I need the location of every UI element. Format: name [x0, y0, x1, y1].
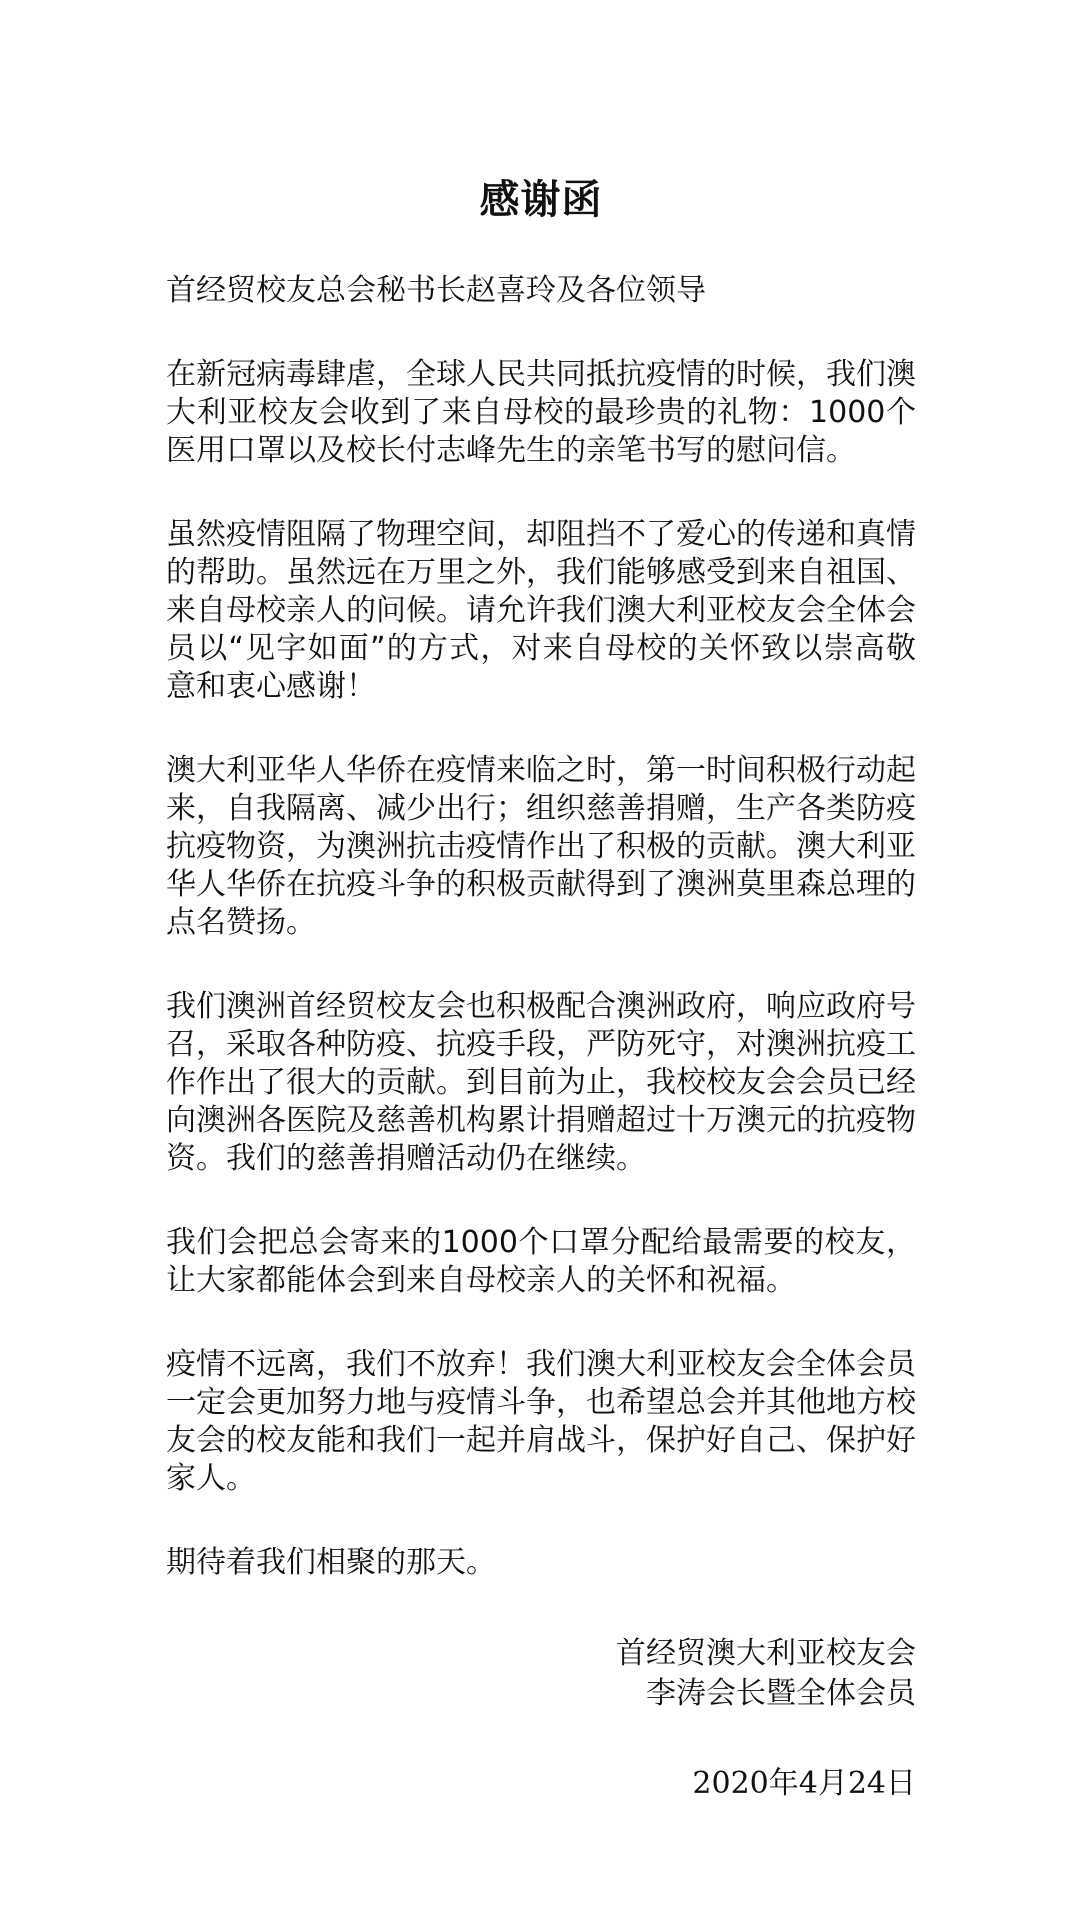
letter-title: 感谢函 — [479, 177, 603, 223]
paragraph-alumni-donations: 我们澳洲首经贸校友会也积极配合澳洲政府，响应政府号召，采取各种防疫、抗疫手段，严防死守，对澳洲抗疫工作作出了很大的贡献。到目前为止，我校校友会会员已经向澳洲各医院及慈善机构累计捐赠超过十万澳元的抗疫物资。我们的慈善捐赠活动仍在继续。 — [166, 989, 916, 1176]
letter-salutation: 首经贸校友总会秘书长赵喜玲及各位领导 — [166, 273, 706, 308]
paragraph-overseas-chinese-efforts: 澳大利亚华人华侨在疫情来临之时，第一时间积极行动起来，自我隔离、减少出行；组织慈善捐赠，生产各类防疫抗疫物资，为澳洲抗击疫情作出了积极的贡献。澳大利亚华人华侨在抗疫斗争的积极贡献得到了澳洲莫里森总理的点名赞扬。 — [166, 753, 916, 940]
paragraph-gratitude: 虽然疫情阻隔了物理空间，却阻挡不了爱心的传递和真情的帮助。虽然远在万里之外，我们能够感受到来自祖国、来自母校亲人的问候。请允许我们澳大利亚校友会全体会员以“见字如面”的方式，对来自母校的关怀致以崇高敬意和衷心感谢！ — [166, 517, 916, 704]
signature-organization: 首经贸澳大利亚校友会 — [616, 1636, 916, 1671]
thank-you-letter — [166, 170, 916, 1804]
paragraph-keep-fighting: 疫情不远离，我们不放弃！我们澳大利亚校友会全体会员一定会更加努力地与疫情斗争，也希望总会并其他地方校友会的校友能和我们一起并肩战斗，保护好自己、保护好家人。 — [166, 1347, 916, 1496]
signature-signer: 李涛会长暨全体会员 — [646, 1676, 916, 1711]
paragraph-gift-received: 在新冠病毒肆虐，全球人民共同抵抗疫情的时候，我们澳大利亚校友会收到了来自母校的最珍贵的礼物：1000个医用口罩以及校长付志峰先生的亲笔书写的慰问信。 — [166, 357, 916, 468]
paragraph-closing: 期待着我们相聚的那天。 — [166, 1545, 496, 1580]
letter-date: 2020年4月24日 — [692, 1766, 916, 1801]
paragraph-mask-distribution: 我们会把总会寄来的1000个口罩分配给最需要的校友，让大家都能体会到来自母校亲人的关怀和祝福。 — [166, 1225, 916, 1298]
